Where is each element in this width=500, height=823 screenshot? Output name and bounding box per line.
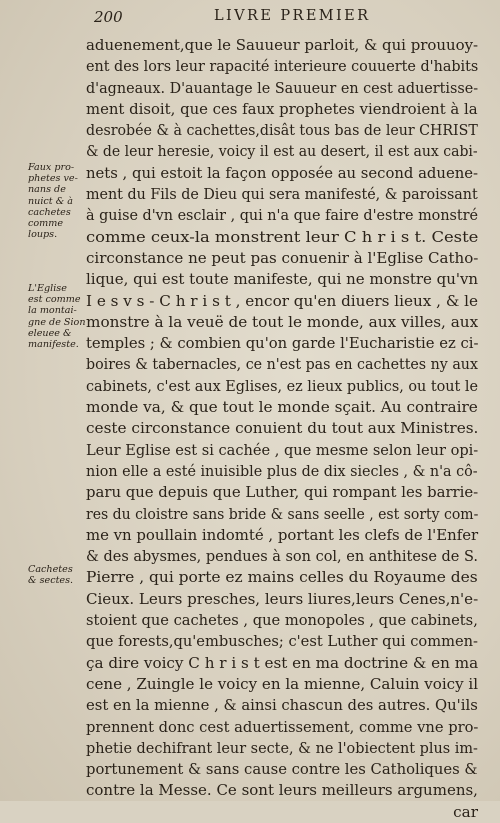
text-line: phetie dechifrant leur secte, & ne l'obiectent plus im- [86,738,478,757]
page-number: 200 [94,8,123,26]
margin-note-line: Cachetes [28,564,73,575]
margin-note-line: cachetes [28,206,71,218]
margin-note-line: manifeste. [28,339,79,351]
catchword: car [453,802,478,821]
margin-note-line: nans de [28,184,66,196]
margin-note-line: & sectes. [28,575,74,587]
margin-note-line: est comme [28,294,81,306]
text-line: & de leur heresie, voicy il est au desert, il est aux cabi- [86,142,478,161]
text-line: nion elle a esté inuisible plus de dix siecles , & n'a cô- [86,461,478,480]
margin-note-line: la montai- [28,305,77,317]
text-line: stoient que cachetes , que monopoles , que cabinets, [86,611,478,630]
text-line: monstre à la veuë de tout le monde, aux villes, aux [86,312,479,331]
margin-note-line: loups. [28,229,58,241]
text-line: cene , Zuingle le voicy en la mienne, Caluin voicy il [86,674,479,693]
text-line: Leur Eglise est si cachée , que mesme selon leur opi- [86,440,479,459]
text-line: d'agneaux. D'auantage le Sauueur en cest aduertisse- [86,78,479,97]
text-line: boires & tabernacles, ce n'est pas en cachettes ny aux [86,355,478,374]
text-line: que forests,qu'embusches; c'est Luther qui commen- [86,632,478,651]
margin-note-line: phetes ve- [28,173,78,185]
text-line: circonstance ne peut pas conuenir à l'Eglise Catho- [86,248,479,267]
text-line: comme ceux-la monstrent leur C h r i s t. Ceste [86,227,479,246]
margin-note-line: gne de Sion [28,316,86,328]
text-line: nets , qui estoit la façon opposée au second aduene- [86,163,479,182]
text-line: temples ; & combien qu'on garde l'Eucharistie ez ci- [86,334,479,353]
text-line: monde va, & que tout le monde sçait. Au contraire [86,398,478,417]
body-text [86,35,478,823]
text-line: paru que depuis que Luther, qui rompant les barrie- [86,483,479,502]
margin-note-line: L'Eglise [28,283,67,294]
margin-note-line: comme [28,218,64,230]
text-line: à guise d'vn esclair , qui n'a que faire d'estre monstré [86,206,479,225]
text-line: portunement & sans cause contre les Catholiques & [86,760,478,779]
text-line: ceste circonstance conuient du tout aux Ministres. [86,419,479,438]
margin-note-faux-prophetes [28,162,84,240]
text-line: desrobée & à cachettes,disât tous bas de leur CHRIST [86,121,478,140]
margin-note-line: Faux pro- [28,162,75,173]
text-line: contre la Messe. Ce sont leurs meilleurs argumens, [86,781,478,800]
text-line: ent des lors leur rapacité interieure couuerte d'habits [86,57,479,76]
text-line: ment du Fils de Dieu qui sera manifesté, & paroissant [86,185,478,204]
margin-note-line: nuict & à [28,195,74,207]
text-line: res du cloistre sans bride & sans seelle , est sorty com- [86,504,479,523]
text-line: & des abysmes, pendues à son col, en anthitese de S. [86,547,478,566]
text-line: Pierre , qui porte ez mains celles du Royaume des [86,568,478,587]
text-line: cabinets, c'est aux Eglises, ez lieux publics, ou tout le [86,376,479,395]
text-line: Cieux. Leurs presches, leurs liures,leurs Cenes,n'e- [86,589,479,608]
margin-note-line: eleuee & [28,327,72,339]
text-line: aduenement,que le Sauueur parloit, & qui prouuoy- [86,36,479,54]
page-header [0,8,500,30]
text-line: lique, qui est toute manifeste, qui ne monstre qu'vn [86,270,479,289]
text-line: I e s v s - C h r i s t , encor qu'en diuers lieux , & le [86,291,479,310]
text-line: ça dire voicy C h r i s t est en ma doctrine & en ma [86,653,479,672]
text-line: est en la mienne , & ainsi chascun des autres. Qu'ils [86,696,478,715]
text-line: ment disoit, que ces faux prophetes viendroient à la [86,99,478,118]
text-line: prennent donc cest aduertissement, comme vne pro- [86,717,479,736]
running-head: LIVRE PREMIER [214,8,371,24]
margin-note-eglise-montaigne [28,283,84,350]
margin-note-cachetes-sectes [28,564,84,586]
text-line: me vn poullain indomté , portant les clefs de l'Enfer [86,525,479,544]
